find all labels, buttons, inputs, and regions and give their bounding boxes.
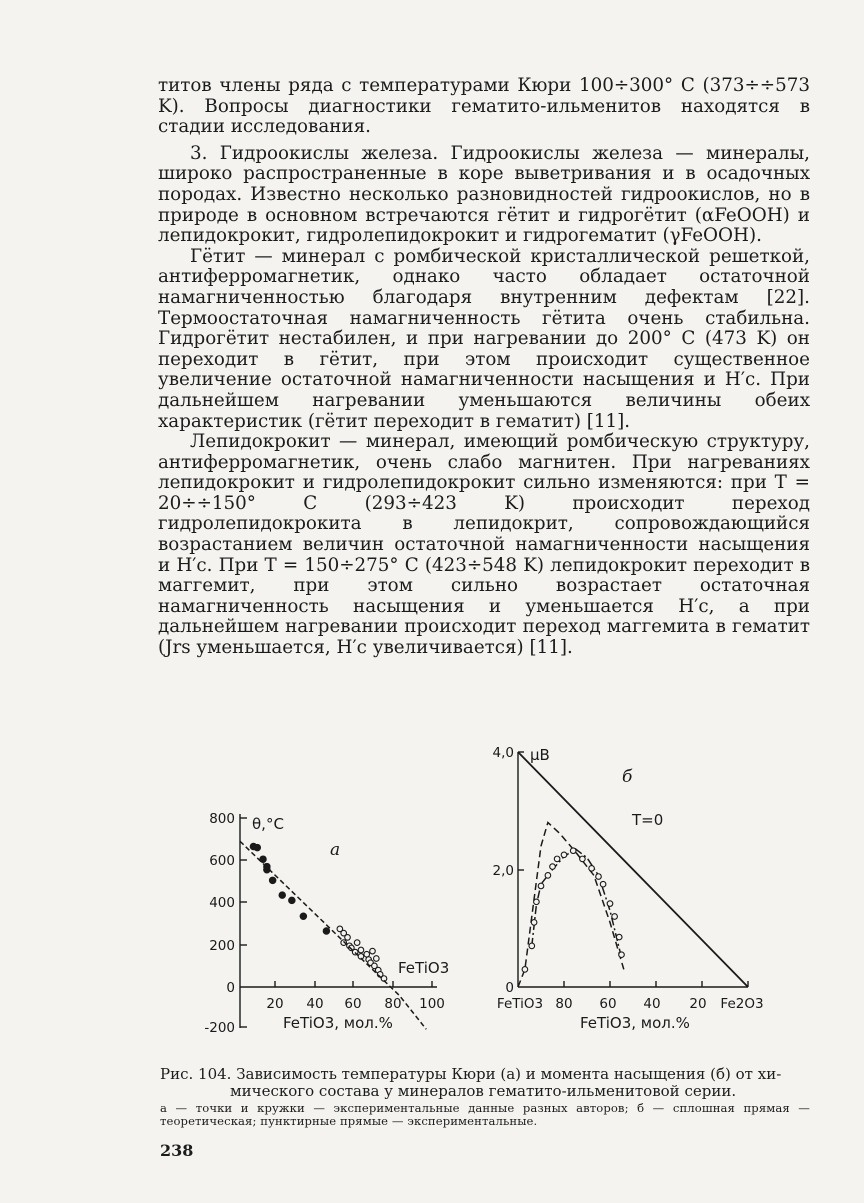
chart-a-x-tick-40: 40	[306, 996, 324, 1012]
chart-b-point-3-7	[554, 856, 560, 862]
chart-b-y-tick-4: 4,0	[492, 745, 514, 761]
chart-b-x-label: FeTiO3, мол.%	[580, 1014, 690, 1032]
chart-a-y-tick-marks	[240, 818, 247, 1027]
chart-a-point-0-9	[323, 928, 329, 934]
chart-b-labels	[493, 745, 764, 1032]
chart-a-point-0-5	[269, 877, 275, 883]
paragraph-lepidocrocite: Лепидокрокит — минерал, имеющий ромбическую структуру, антиферромагнетик, очень слабо магнитен. При нагреваниях лепидокрокит и гидролепидокрокит сильно изменяются: при T = 20÷÷150° C (293÷423 K) происходит переход гидролепидокрокита в лепидокрит, сопровождающийся возрастанием величин остаточной намагниченности насыщения и H′c. При T = 150÷275° C (423÷548 K) лепидокрокит переходит в маггемит, при этом сильно возрастает остаточная намагниченность насыщения и уменьшается H′c, а при дальнейшем нагревании происходит переход маггемита в гематит (Jrs уменьшается, H′c увеличивается) [11].	[158, 431, 810, 659]
chart-b-point-3-17	[619, 952, 625, 958]
chart-b-annotation: T=0	[632, 811, 664, 829]
chart-b-point-3-5	[545, 873, 551, 879]
chart-a-y-tick-neg200: -200	[204, 1020, 235, 1036]
chart-b	[518, 752, 748, 987]
paragraph-continuation: титов члены ряда с температурами Кюри 100÷300° C (373÷÷573 K). Вопросы диагностики гематито-ильменитов находятся в стадии исследования.	[158, 75, 810, 138]
chart-a-y-label: θ,°C	[252, 815, 284, 833]
chart-a-point-1-7	[354, 940, 360, 946]
chart-b-x-tick-80: 80	[555, 996, 573, 1012]
chart-a-point-1-13	[370, 948, 376, 954]
chart-a-point-0-6	[279, 892, 285, 898]
chart-a-x-tick-20: 20	[266, 996, 284, 1012]
chart-a-x-label: FeTiO3, мол.%	[283, 1014, 393, 1032]
chart-a-point-1-8	[358, 947, 364, 953]
chart-b-point-3-15	[612, 914, 618, 920]
chart-b-x-tick-60: 60	[599, 996, 617, 1012]
figure-caption-line1: Рис. 104. Зависимость температуры Кюри (а) и момента насыщения (б) от хи-	[160, 1065, 782, 1083]
figure-caption	[160, 1066, 810, 1100]
chart-a-line-annotation: FeTiO3	[398, 959, 450, 977]
paragraph-iron-hydroxides: 3. Гидроокислы железа. Гидроокислы железа — минералы, широко распространенные в коре выветривания и в осадочных породах. Известно несколько разновидностей гидроокислов, но в природе в основном встречаются гётит и гидрогётит (αFeOOH) и лепидокрокит, гидролепидокрокит и гидрогематит (γFeOOH).	[158, 142, 810, 247]
page-number: 238	[160, 1141, 194, 1160]
chart-b-series	[518, 752, 748, 987]
chart-a-x-tick-marks	[275, 981, 432, 987]
chart-b-point-3-14	[607, 901, 613, 907]
chart-b-y-tick-marks	[518, 752, 524, 870]
chart-a-panel-label: а	[330, 840, 341, 860]
chart-b-point-3-0	[522, 967, 528, 973]
chart-b-point-3-9	[570, 848, 576, 854]
chart-b-point-3-3	[534, 899, 540, 905]
chart-a-point-1-15	[374, 956, 380, 962]
chart-b-point-3-6	[550, 864, 556, 870]
chart-b-y-tick-2: 2,0	[492, 863, 514, 879]
chart-b-x-tick-marks	[564, 981, 748, 987]
figure-caption-line2: мического состава у минералов гематито-ильменитовой серии.	[230, 1082, 737, 1100]
chart-b-point-3-10	[580, 856, 586, 862]
chart-b-panel-label: б	[622, 767, 633, 787]
chart-a-labels	[204, 811, 449, 1036]
chart-a-x-tick-60: 60	[344, 996, 362, 1012]
chart-a-x-tick-80: 80	[384, 996, 402, 1012]
chart-b-point-3-12	[596, 874, 602, 880]
chart-a-point-0-1	[254, 844, 260, 850]
chart-a-point-1-3	[345, 935, 351, 941]
chart-b-y-tick-0: 0	[505, 980, 514, 996]
chart-b-point-3-2	[531, 920, 537, 926]
chart-b-point-3-16	[616, 934, 622, 940]
chart-b-x-tick-40: 40	[643, 996, 661, 1012]
chart-a-y-tick-0: 0	[226, 980, 235, 996]
chart-b-point-3-1	[529, 943, 535, 949]
chart-b-x-tick-fetio3: FeTiO3	[496, 996, 544, 1012]
figure-footnote: а — точки и кружки — экспериментальные данные разных авторов; б — сплошная прямая — теоретическая; пунктирные прямые — экспериментальные.	[160, 1101, 810, 1128]
chart-b-point-3-13	[600, 881, 606, 887]
chart-a-y-tick-200: 200	[209, 938, 235, 954]
chart-b-point-3-4	[538, 883, 544, 889]
chart-b-x-tick-fe2o3: Fe2O3	[720, 996, 764, 1012]
paragraph-goethite: Гётит — минерал с ромбической кристаллической решеткой, антиферромагнетик, однако часто обладает остаточной намагниченностью благодаря внутренним дефектам [22]. Термоостаточная намагниченность гётита очень стабильна. Гидрогётит нестабилен, и при нагревании до 200° C (473 K) он переходит в гётит, при этом происходит существенное увеличение остаточной намагниченности насыщения и H′c. При дальнейшем нагревании уменьшаются величины обеих характеристик (гётит переходит в гематит) [11].	[158, 245, 810, 432]
chart-a-point-0-7	[289, 897, 295, 903]
chart-a-x-tick-100: 100	[419, 996, 445, 1012]
chart-b-point-3-8	[561, 852, 567, 858]
chart-a-y-tick-600: 600	[209, 853, 235, 869]
chart-a-point-0-8	[300, 913, 306, 919]
chart-b-x-tick-20: 20	[689, 996, 707, 1012]
chart-a-y-tick-400: 400	[209, 895, 235, 911]
chart-b-point-3-11	[589, 866, 595, 872]
chart-b-y-label: μB	[530, 746, 550, 764]
chart-a-y-tick-800: 800	[209, 811, 235, 827]
